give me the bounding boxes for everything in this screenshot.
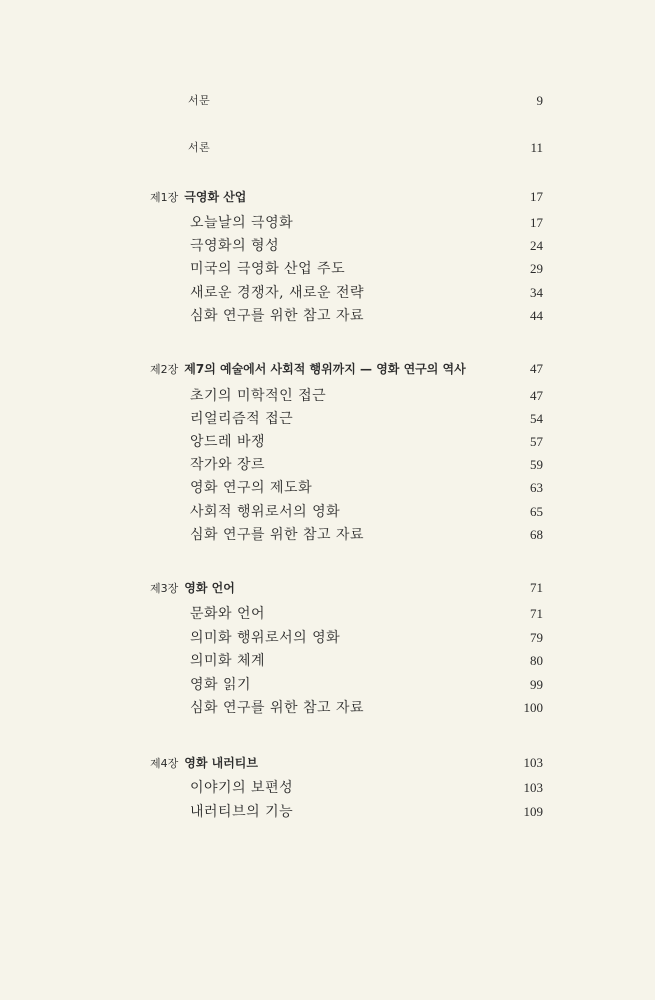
toc-entry xyxy=(0,477,655,499)
page-number: 68 xyxy=(530,527,543,542)
entry-title: 작가와 장르 xyxy=(190,457,266,473)
toc-entry xyxy=(0,697,655,719)
toc-entry xyxy=(0,650,655,672)
toc-entry-introduction xyxy=(0,137,655,159)
page-number: 103 xyxy=(523,780,543,795)
entry-title: 오늘날의 극영화 xyxy=(190,215,294,231)
chapter-title: 극영화 산업 xyxy=(184,190,247,204)
chapter-title: 제7의 예술에서 사회적 행위까지 — 영화 연구의 역사 xyxy=(184,362,466,376)
toc-entry xyxy=(0,408,655,430)
page-number: 54 xyxy=(530,411,543,426)
entry-title: 내러티브의 기능 xyxy=(190,804,294,820)
chapter-label: 제4장 xyxy=(150,757,179,770)
toc-entry xyxy=(0,431,655,453)
entry-title: 앙드레 바쟁 xyxy=(190,434,266,450)
entry-title: 심화 연구를 위한 참고 자료 xyxy=(190,700,365,716)
toc-entry xyxy=(0,305,655,327)
page-number: 71 xyxy=(530,580,543,595)
chapter-4-heading xyxy=(0,752,655,774)
page-number: 9 xyxy=(536,93,543,108)
chapter-title: 영화 내러티브 xyxy=(184,756,258,770)
page-number: 17 xyxy=(530,189,543,204)
entry-title: 서문 xyxy=(188,94,211,107)
toc-entry xyxy=(0,524,655,546)
chapter-2-heading xyxy=(0,358,655,380)
entry-title: 심화 연구를 위한 참고 자료 xyxy=(190,308,365,324)
chapter-1-heading xyxy=(0,186,655,208)
toc-entry xyxy=(0,385,655,407)
toc-entry xyxy=(0,501,655,523)
page-number: 57 xyxy=(530,434,543,449)
entry-title: 서론 xyxy=(188,141,211,154)
entry-title: 영화 읽기 xyxy=(190,677,252,693)
toc-entry xyxy=(0,235,655,257)
page-number: 109 xyxy=(523,804,543,819)
chapter-title: 영화 언어 xyxy=(184,581,235,595)
toc-entry xyxy=(0,777,655,799)
page-number: 65 xyxy=(530,504,543,519)
toc-entry xyxy=(0,801,655,823)
entry-title: 이야기의 보편성 xyxy=(190,780,294,796)
toc-entry xyxy=(0,603,655,625)
toc-entry xyxy=(0,212,655,234)
toc-entry xyxy=(0,454,655,476)
page-number: 59 xyxy=(530,457,543,472)
page-number: 34 xyxy=(530,285,543,300)
chapter-label: 제1장 xyxy=(150,191,179,204)
page-number: 103 xyxy=(523,755,543,770)
entry-title: 사회적 행위로서의 영화 xyxy=(190,504,341,520)
chapter-label: 제3장 xyxy=(150,582,179,595)
page-number: 44 xyxy=(530,308,543,323)
page-number: 11 xyxy=(530,140,543,155)
entry-title: 새로운 경쟁자, 새로운 전략 xyxy=(190,285,365,301)
entry-title: 극영화의 형성 xyxy=(190,238,280,254)
page-number: 99 xyxy=(530,677,543,692)
entry-title: 초기의 미학적인 접근 xyxy=(190,388,327,404)
chapter-label: 제2장 xyxy=(150,363,179,376)
page-number: 24 xyxy=(530,238,543,253)
toc-entry xyxy=(0,282,655,304)
entry-title: 의미화 행위로서의 영화 xyxy=(190,630,341,646)
entry-title: 미국의 극영화 산업 주도 xyxy=(190,261,346,277)
page-number: 71 xyxy=(530,606,543,621)
toc-entry xyxy=(0,674,655,696)
toc-entry xyxy=(0,258,655,280)
page-number: 100 xyxy=(523,700,543,715)
toc-entry-preface xyxy=(0,90,655,112)
entry-title: 문화와 언어 xyxy=(190,606,266,622)
entry-title: 심화 연구를 위한 참고 자료 xyxy=(190,527,365,543)
toc-entry xyxy=(0,627,655,649)
entry-title: 영화 연구의 제도화 xyxy=(190,480,313,496)
entry-title: 리얼리즘적 접근 xyxy=(190,411,294,427)
entry-title: 의미화 체계 xyxy=(190,653,266,669)
page-number: 29 xyxy=(530,261,543,276)
page-number: 47 xyxy=(530,388,543,403)
chapter-3-heading xyxy=(0,577,655,599)
page-number: 17 xyxy=(530,215,543,230)
page-number: 80 xyxy=(530,653,543,668)
page-number: 63 xyxy=(530,480,543,495)
page-number: 47 xyxy=(530,361,543,376)
page-number: 79 xyxy=(530,630,543,645)
